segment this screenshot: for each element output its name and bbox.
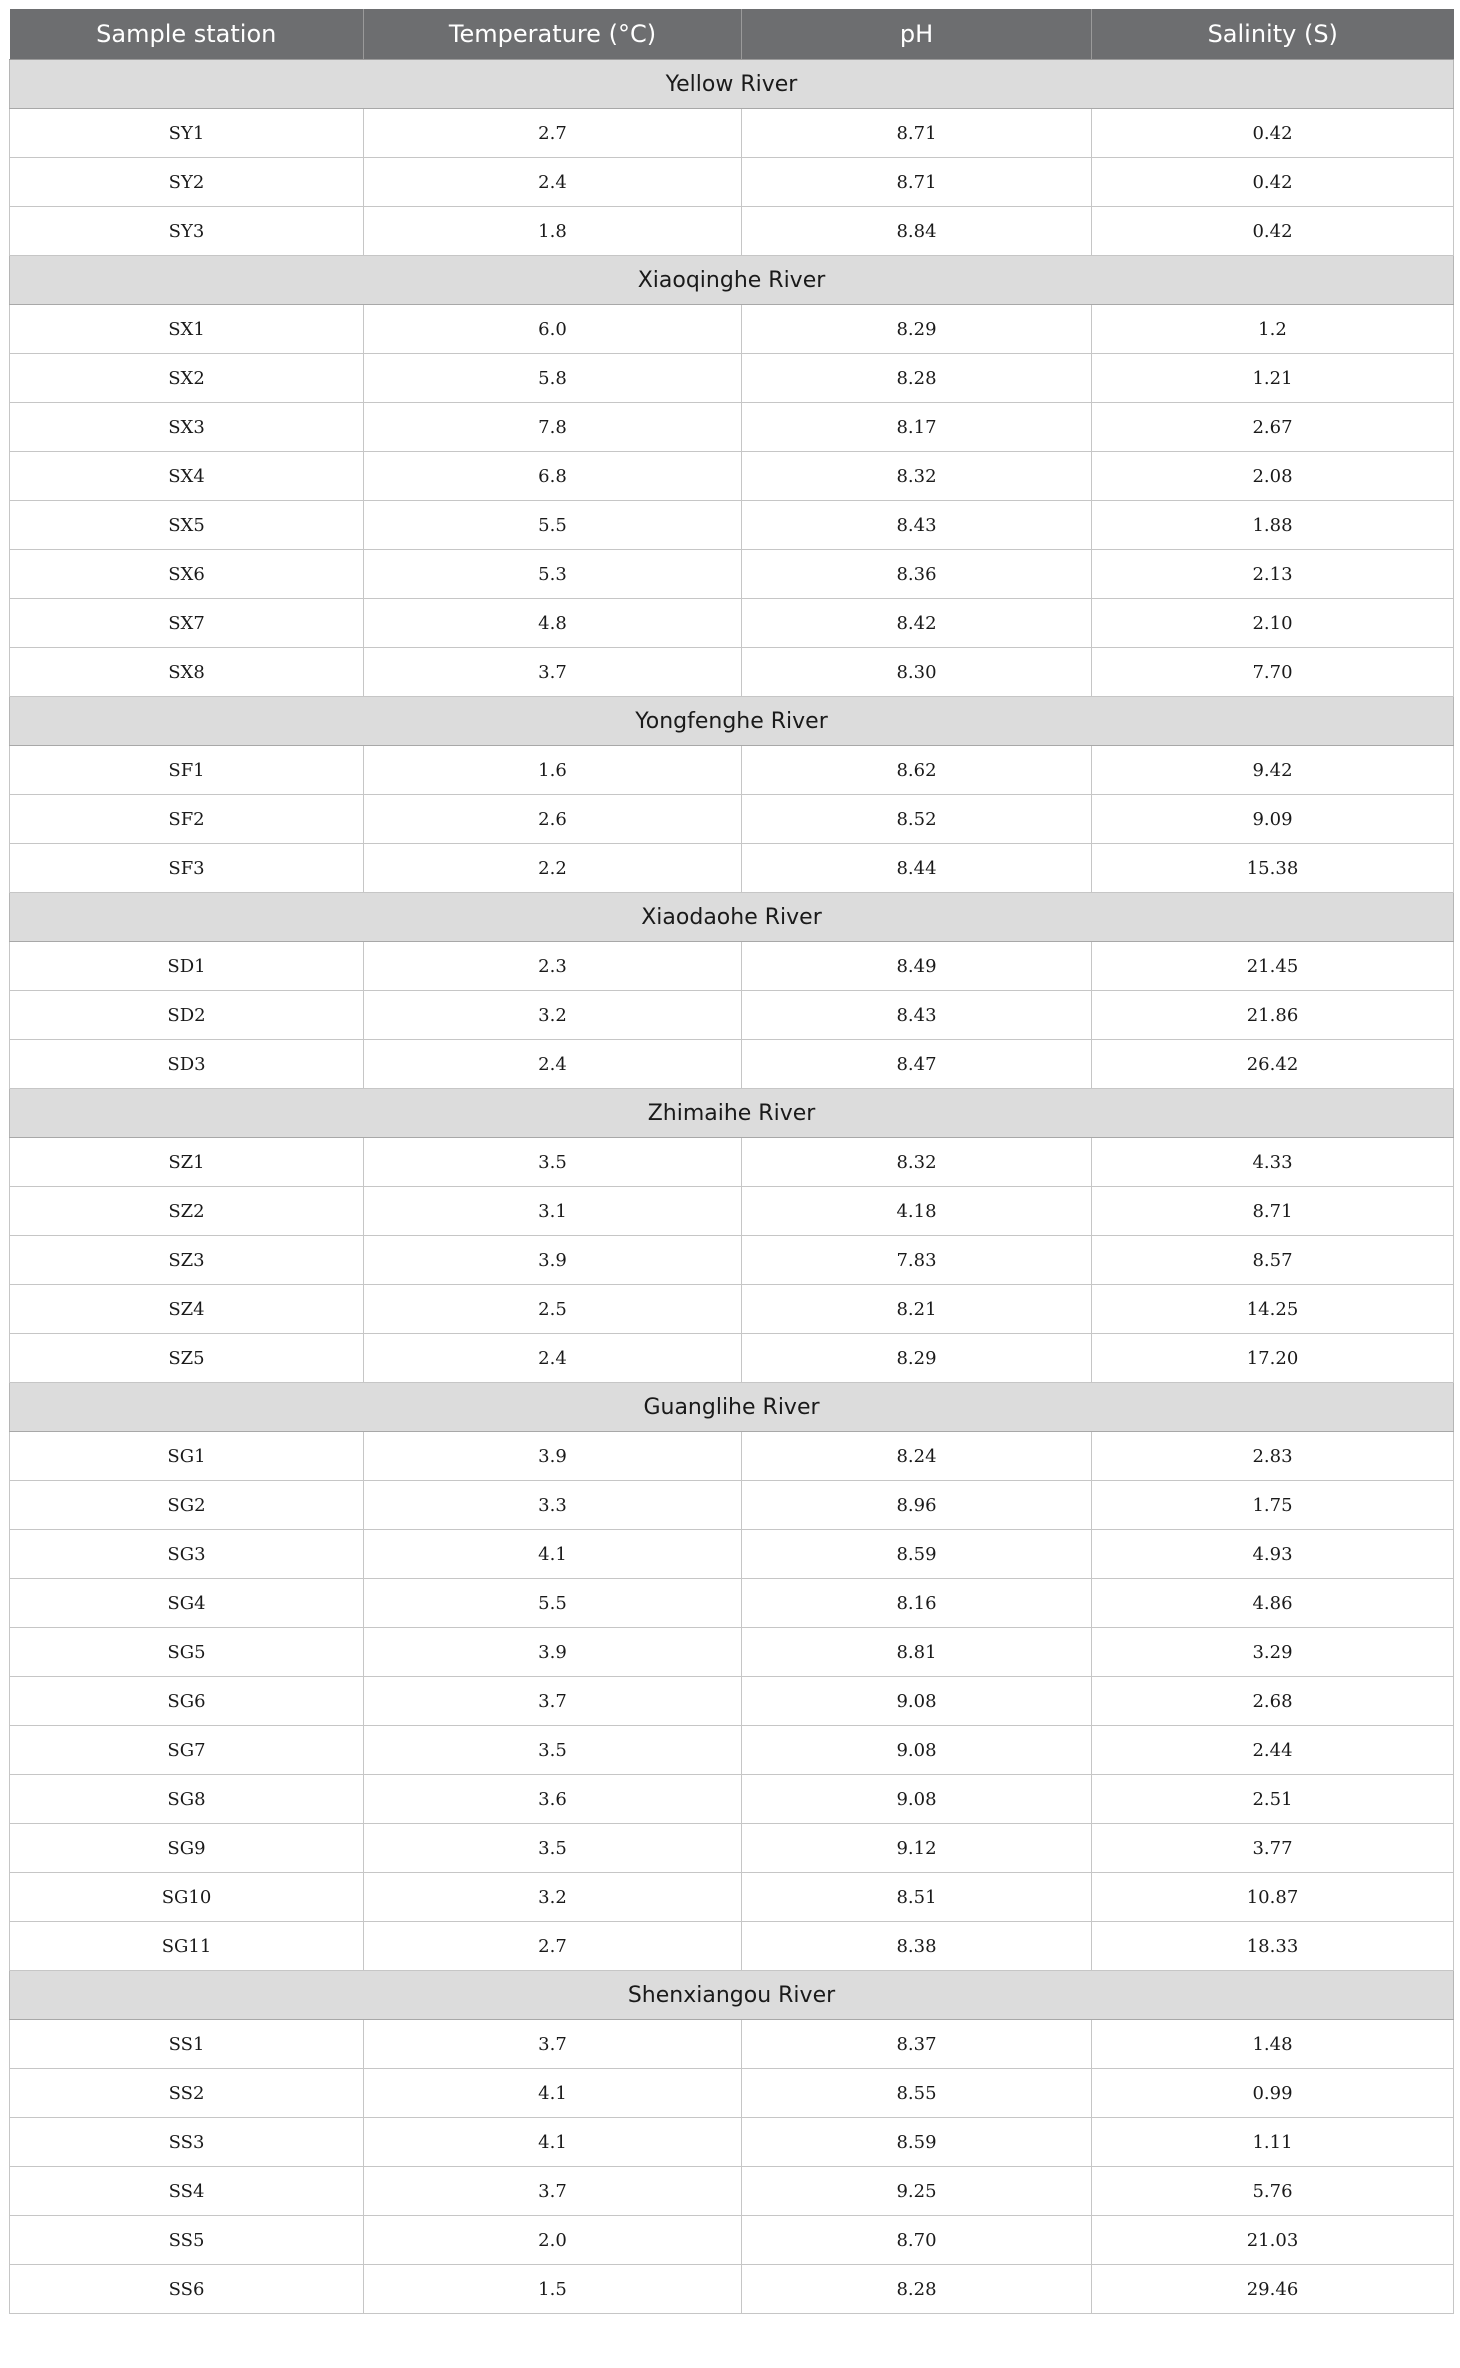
cell-ph: 7.83 — [742, 1236, 1092, 1285]
cell-salinity: 26.42 — [1092, 1040, 1454, 1089]
table-row — [10, 1677, 1454, 1726]
cell-salinity: 4.86 — [1092, 1579, 1454, 1628]
cell-temperature: 7.8 — [364, 403, 742, 452]
cell-sample-station: SG6 — [10, 1677, 364, 1726]
cell-ph: 8.70 — [742, 2216, 1092, 2265]
cell-salinity: 2.10 — [1092, 599, 1454, 648]
table-row — [10, 1481, 1454, 1530]
cell-ph: 8.42 — [742, 599, 1092, 648]
cell-salinity: 1.75 — [1092, 1481, 1454, 1530]
cell-ph: 8.81 — [742, 1628, 1092, 1677]
cell-ph: 8.44 — [742, 844, 1092, 893]
cell-sample-station: SX1 — [10, 305, 364, 354]
cell-ph: 8.51 — [742, 1873, 1092, 1922]
table-row — [10, 991, 1454, 1040]
cell-temperature: 2.2 — [364, 844, 742, 893]
cell-ph: 8.49 — [742, 942, 1092, 991]
table-row — [10, 1285, 1454, 1334]
table-row — [10, 1824, 1454, 1873]
cell-salinity: 2.83 — [1092, 1432, 1454, 1481]
cell-salinity: 2.68 — [1092, 1677, 1454, 1726]
table-row — [10, 2167, 1454, 2216]
table-row — [10, 1775, 1454, 1824]
group-header-row — [10, 893, 1454, 942]
table-row — [10, 2216, 1454, 2265]
table-row — [10, 1432, 1454, 1481]
cell-salinity: 4.33 — [1092, 1138, 1454, 1187]
cell-ph: 8.59 — [742, 2118, 1092, 2167]
cell-sample-station: SG5 — [10, 1628, 364, 1677]
river-sample-table — [9, 9, 1454, 2314]
cell-sample-station: SX6 — [10, 550, 364, 599]
cell-sample-station: SS1 — [10, 2020, 364, 2069]
river-group-label: Zhimaihe River — [10, 1089, 1454, 1138]
cell-salinity: 5.76 — [1092, 2167, 1454, 2216]
cell-sample-station: SS2 — [10, 2069, 364, 2118]
table-row — [10, 844, 1454, 893]
cell-salinity: 1.2 — [1092, 305, 1454, 354]
group-header-row — [10, 1383, 1454, 1432]
cell-sample-station: SG3 — [10, 1530, 364, 1579]
cell-temperature: 2.4 — [364, 158, 742, 207]
table-row — [10, 599, 1454, 648]
table-row — [10, 1628, 1454, 1677]
cell-temperature: 2.0 — [364, 2216, 742, 2265]
cell-salinity: 15.38 — [1092, 844, 1454, 893]
cell-ph: 8.52 — [742, 795, 1092, 844]
cell-sample-station: SX3 — [10, 403, 364, 452]
cell-salinity: 18.33 — [1092, 1922, 1454, 1971]
cell-ph: 8.30 — [742, 648, 1092, 697]
cell-ph: 8.28 — [742, 2265, 1092, 2314]
cell-sample-station: SX8 — [10, 648, 364, 697]
cell-ph: 9.12 — [742, 1824, 1092, 1873]
cell-sample-station: SX7 — [10, 599, 364, 648]
table-body — [10, 60, 1454, 2314]
group-header-row — [10, 1089, 1454, 1138]
cell-temperature: 2.3 — [364, 942, 742, 991]
header-ph: pH — [742, 9, 1092, 60]
cell-sample-station: SD2 — [10, 991, 364, 1040]
cell-sample-station: SD1 — [10, 942, 364, 991]
table-header — [10, 9, 1454, 60]
cell-ph: 4.18 — [742, 1187, 1092, 1236]
cell-ph: 8.16 — [742, 1579, 1092, 1628]
table-row — [10, 648, 1454, 697]
table-row — [10, 1040, 1454, 1089]
cell-ph: 8.43 — [742, 991, 1092, 1040]
cell-ph: 8.71 — [742, 109, 1092, 158]
cell-salinity: 21.86 — [1092, 991, 1454, 1040]
cell-sample-station: SY2 — [10, 158, 364, 207]
cell-temperature: 3.7 — [364, 2020, 742, 2069]
cell-ph: 8.59 — [742, 1530, 1092, 1579]
river-group-label: Guanglihe River — [10, 1383, 1454, 1432]
cell-temperature: 2.5 — [364, 1285, 742, 1334]
cell-salinity: 0.99 — [1092, 2069, 1454, 2118]
cell-sample-station: SS5 — [10, 2216, 364, 2265]
cell-temperature: 1.5 — [364, 2265, 742, 2314]
cell-sample-station: SZ1 — [10, 1138, 364, 1187]
cell-salinity: 1.48 — [1092, 2020, 1454, 2069]
cell-ph: 8.71 — [742, 158, 1092, 207]
cell-sample-station: SS3 — [10, 2118, 364, 2167]
header-sample-station: Sample station — [10, 9, 364, 60]
cell-temperature: 3.5 — [364, 1824, 742, 1873]
cell-temperature: 1.8 — [364, 207, 742, 256]
river-group-label: Xiaodaohe River — [10, 893, 1454, 942]
cell-ph: 8.84 — [742, 207, 1092, 256]
cell-salinity: 21.03 — [1092, 2216, 1454, 2265]
cell-sample-station: SX5 — [10, 501, 364, 550]
table-row — [10, 1138, 1454, 1187]
cell-sample-station: SG2 — [10, 1481, 364, 1530]
table-row — [10, 942, 1454, 991]
cell-salinity: 1.11 — [1092, 2118, 1454, 2167]
cell-ph: 8.28 — [742, 354, 1092, 403]
group-header-row — [10, 1971, 1454, 2020]
table-row — [10, 207, 1454, 256]
cell-sample-station: SG8 — [10, 1775, 364, 1824]
cell-salinity: 2.13 — [1092, 550, 1454, 599]
cell-temperature: 2.7 — [364, 109, 742, 158]
cell-sample-station: SY3 — [10, 207, 364, 256]
cell-temperature: 6.8 — [364, 452, 742, 501]
table-row — [10, 2118, 1454, 2167]
cell-salinity: 17.20 — [1092, 1334, 1454, 1383]
cell-salinity: 3.77 — [1092, 1824, 1454, 1873]
table-row — [10, 2020, 1454, 2069]
cell-salinity: 2.51 — [1092, 1775, 1454, 1824]
cell-sample-station: SG9 — [10, 1824, 364, 1873]
cell-ph: 8.32 — [742, 452, 1092, 501]
table-row — [10, 354, 1454, 403]
cell-salinity: 8.57 — [1092, 1236, 1454, 1285]
cell-sample-station: SF1 — [10, 746, 364, 795]
cell-temperature: 3.7 — [364, 1677, 742, 1726]
cell-temperature: 4.1 — [364, 2069, 742, 2118]
cell-ph: 8.62 — [742, 746, 1092, 795]
cell-salinity: 1.88 — [1092, 501, 1454, 550]
cell-sample-station: SZ5 — [10, 1334, 364, 1383]
table-row — [10, 501, 1454, 550]
cell-ph: 9.08 — [742, 1775, 1092, 1824]
table-row — [10, 1579, 1454, 1628]
cell-temperature: 1.6 — [364, 746, 742, 795]
cell-ph: 9.08 — [742, 1677, 1092, 1726]
cell-sample-station: SD3 — [10, 1040, 364, 1089]
river-group-label: Xiaoqinghe River — [10, 256, 1454, 305]
group-header-row — [10, 697, 1454, 746]
cell-temperature: 3.7 — [364, 648, 742, 697]
cell-sample-station: SG10 — [10, 1873, 364, 1922]
table-row — [10, 746, 1454, 795]
cell-sample-station: SZ2 — [10, 1187, 364, 1236]
cell-ph: 8.37 — [742, 2020, 1092, 2069]
cell-ph: 8.29 — [742, 305, 1092, 354]
cell-sample-station: SX2 — [10, 354, 364, 403]
cell-temperature: 2.4 — [364, 1334, 742, 1383]
cell-salinity: 1.21 — [1092, 354, 1454, 403]
table-row — [10, 305, 1454, 354]
cell-sample-station: SG7 — [10, 1726, 364, 1775]
cell-ph: 8.29 — [742, 1334, 1092, 1383]
cell-temperature: 3.2 — [364, 991, 742, 1040]
cell-ph: 8.47 — [742, 1040, 1092, 1089]
cell-salinity: 4.93 — [1092, 1530, 1454, 1579]
group-header-row — [10, 256, 1454, 305]
cell-salinity: 7.70 — [1092, 648, 1454, 697]
table-row — [10, 1236, 1454, 1285]
cell-salinity: 2.44 — [1092, 1726, 1454, 1775]
cell-temperature: 2.4 — [364, 1040, 742, 1089]
cell-sample-station: SZ3 — [10, 1236, 364, 1285]
header-row — [10, 9, 1454, 60]
cell-salinity: 9.42 — [1092, 746, 1454, 795]
cell-salinity: 0.42 — [1092, 109, 1454, 158]
cell-temperature: 5.5 — [364, 1579, 742, 1628]
table-row — [10, 403, 1454, 452]
cell-ph: 8.21 — [742, 1285, 1092, 1334]
river-group-label: Yongfenghe River — [10, 697, 1454, 746]
header-salinity: Salinity (S) — [1092, 9, 1454, 60]
cell-temperature: 3.3 — [364, 1481, 742, 1530]
table-row — [10, 1187, 1454, 1236]
cell-sample-station: SX4 — [10, 452, 364, 501]
cell-temperature: 3.9 — [364, 1628, 742, 1677]
cell-temperature: 3.5 — [364, 1138, 742, 1187]
cell-temperature: 2.7 — [364, 1922, 742, 1971]
cell-temperature: 3.6 — [364, 1775, 742, 1824]
cell-ph: 8.55 — [742, 2069, 1092, 2118]
table-row — [10, 1922, 1454, 1971]
cell-salinity: 3.29 — [1092, 1628, 1454, 1677]
cell-sample-station: SF3 — [10, 844, 364, 893]
cell-salinity: 29.46 — [1092, 2265, 1454, 2314]
table-row — [10, 550, 1454, 599]
cell-salinity: 2.67 — [1092, 403, 1454, 452]
cell-temperature: 3.1 — [364, 1187, 742, 1236]
river-group-label: Yellow River — [10, 60, 1454, 109]
cell-sample-station: SZ4 — [10, 1285, 364, 1334]
cell-temperature: 4.1 — [364, 2118, 742, 2167]
cell-sample-station: SS4 — [10, 2167, 364, 2216]
table-row — [10, 2069, 1454, 2118]
cell-salinity: 21.45 — [1092, 942, 1454, 991]
cell-ph: 8.24 — [742, 1432, 1092, 1481]
cell-temperature: 5.5 — [364, 501, 742, 550]
cell-salinity: 0.42 — [1092, 158, 1454, 207]
cell-temperature: 4.8 — [364, 599, 742, 648]
cell-ph: 8.32 — [742, 1138, 1092, 1187]
data-table-container — [9, 9, 1453, 2314]
cell-ph: 9.25 — [742, 2167, 1092, 2216]
table-row — [10, 1334, 1454, 1383]
table-row — [10, 452, 1454, 501]
cell-temperature: 4.1 — [364, 1530, 742, 1579]
cell-sample-station: SG11 — [10, 1922, 364, 1971]
header-temperature: Temperature (°C) — [364, 9, 742, 60]
group-header-row — [10, 60, 1454, 109]
cell-sample-station: SG4 — [10, 1579, 364, 1628]
table-row — [10, 1873, 1454, 1922]
cell-salinity: 0.42 — [1092, 207, 1454, 256]
cell-ph: 8.17 — [742, 403, 1092, 452]
cell-sample-station: SF2 — [10, 795, 364, 844]
cell-temperature: 3.9 — [364, 1236, 742, 1285]
table-row — [10, 2265, 1454, 2314]
cell-temperature: 5.8 — [364, 354, 742, 403]
cell-temperature: 6.0 — [364, 305, 742, 354]
table-row — [10, 1726, 1454, 1775]
cell-salinity: 9.09 — [1092, 795, 1454, 844]
cell-ph: 8.96 — [742, 1481, 1092, 1530]
cell-salinity: 2.08 — [1092, 452, 1454, 501]
cell-temperature: 3.5 — [364, 1726, 742, 1775]
cell-temperature: 2.6 — [364, 795, 742, 844]
cell-temperature: 3.9 — [364, 1432, 742, 1481]
cell-sample-station: SS6 — [10, 2265, 364, 2314]
table-row — [10, 1530, 1454, 1579]
cell-temperature: 5.3 — [364, 550, 742, 599]
table-row — [10, 158, 1454, 207]
cell-salinity: 14.25 — [1092, 1285, 1454, 1334]
river-group-label: Shenxiangou River — [10, 1971, 1454, 2020]
cell-salinity: 8.71 — [1092, 1187, 1454, 1236]
cell-ph: 8.43 — [742, 501, 1092, 550]
cell-sample-station: SY1 — [10, 109, 364, 158]
table-row — [10, 109, 1454, 158]
cell-temperature: 3.2 — [364, 1873, 742, 1922]
table-row — [10, 795, 1454, 844]
cell-ph: 8.38 — [742, 1922, 1092, 1971]
cell-temperature: 3.7 — [364, 2167, 742, 2216]
cell-salinity: 10.87 — [1092, 1873, 1454, 1922]
cell-sample-station: SG1 — [10, 1432, 364, 1481]
cell-ph: 8.36 — [742, 550, 1092, 599]
cell-ph: 9.08 — [742, 1726, 1092, 1775]
